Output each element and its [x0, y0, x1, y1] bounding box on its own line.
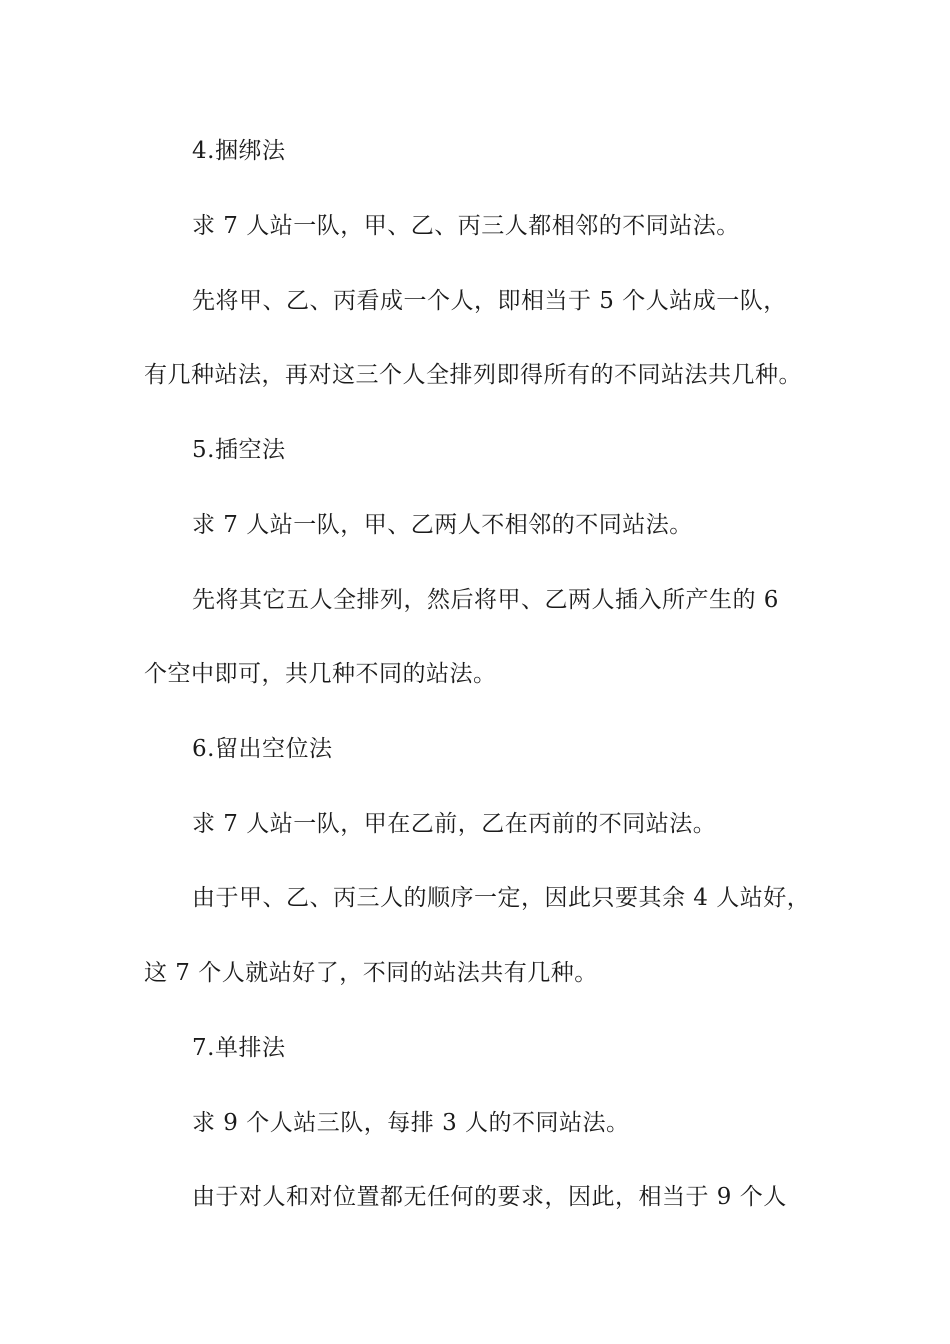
paragraph-line: 这 7 个人就站好了，不同的站法共有几种。 [144, 960, 598, 986]
paragraph-line: 个空中即可，共几种不同的站法。 [144, 661, 497, 687]
paragraph-line: 求 7 人站一队，甲、乙、丙三人都相邻的不同站法。 [192, 213, 740, 239]
paragraph-line: 求 7 人站一队，甲在乙前，乙在丙前的不同站法。 [192, 811, 717, 837]
paragraph-line: 求 7 人站一队，甲、乙两人不相邻的不同站法。 [192, 512, 693, 538]
heading-reserved-slot-method: 6.留出空位法 [192, 736, 333, 762]
paragraph-line: 由于甲、乙、丙三人的顺序一定，因此只要其余 4 人站好， [192, 885, 811, 911]
paragraph-line: 先将其它五人全排列，然后将甲、乙两人插入所产生的 6 [192, 587, 779, 613]
paragraph-line: 求 9 个人站三队，每排 3 人的不同站法。 [192, 1110, 630, 1136]
paragraph-line: 有几种站法，再对这三个人全排列即得所有的不同站法共几种。 [144, 362, 802, 388]
heading-bundling-method: 4.捆绑法 [192, 138, 286, 164]
heading-insertion-method: 5.插空法 [192, 437, 286, 463]
heading-single-row-method: 7.单排法 [192, 1035, 286, 1061]
paragraph-line: 由于对人和对位置都无任何的要求，因此，相当于 9 个人 [192, 1184, 787, 1210]
paragraph-line: 先将甲、乙、丙看成一个人，即相当于 5 个人站成一队， [192, 288, 787, 314]
